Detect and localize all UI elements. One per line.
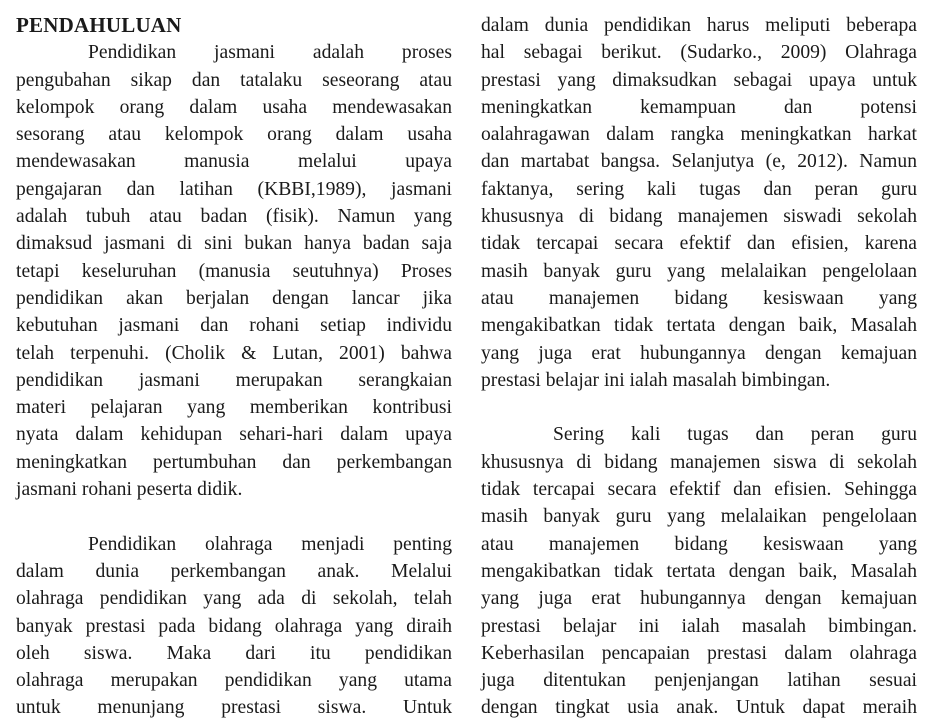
text-line: meningkatkan kemampuan dan potensi [481,96,917,118]
text-line: sesorang atau kelompok orang dalam usaha [16,124,452,146]
text-line: mendewasakan manusia melalui upaya [16,151,452,173]
text-line: pendidikan jasmani merupakan serangkaian [16,369,452,391]
paragraph-olahraga-prestasi [481,12,917,394]
text-line: Pendidikan jasmani adalah proses [88,42,452,64]
text-line: Sering kali tugas dan peran guru [553,424,917,446]
text-line: mengakibatkan tidak tertata dengan baik, Masalah [481,560,917,582]
text-line: tidak tercapai secara efektif dan efisien. Sehingga [481,479,917,501]
text-line: faktanya, sering kali tugas dan peran guru [481,178,917,200]
text-line: tetapi keseluruhan (manusia seutuhnya) Proses [16,260,452,282]
text-line: oalahragawan dalam rangka meningkatkan harkat [481,124,917,146]
text-line: meningkatkan pertumbuhan dan perkembangan [16,451,452,473]
text-line: atau manajemen bidang kesiswaan yang [481,533,917,555]
text-line: prestasi yang dimaksudkan sebagai upaya untuk [481,69,917,91]
text-line: jasmani rohani peserta didik. [16,479,243,501]
section-heading: PENDAHULUAN [16,13,182,37]
text-line: pengubahan sikap dan tatalaku seseorang atau [16,69,452,91]
paragraph-gap [16,503,452,530]
paragraph-pendidikan-olahraga [16,531,452,722]
text-line: materi pelajaran yang memberikan kontribusi [16,397,452,419]
text-line: pendidikan akan berjalan dengan lancar jika [16,287,452,309]
text-line: adalah tubuh atau badan (fisik). Namun yang [16,206,452,228]
text-line: masih banyak guru yang melalaikan pengelolaan [481,260,917,282]
text-line: khususnya di bidang manajemen siswa di sekolah [481,451,917,473]
text-line: yang juga erat hubungannya dengan kemajuan [481,342,917,364]
text-line: tidak tercapai secara efektif dan efisien, karena [481,233,917,255]
text-line: masih banyak guru yang melalaikan pengelolaan [481,506,917,528]
right-column [481,12,917,722]
text-line: yang juga erat hubungannya dengan kemajuan [481,588,917,610]
text-line: Keberhasilan pencapaian prestasi dalam olahraga [481,642,917,664]
text-line: banyak prestasi pada bidang olahraga yang diraih [16,615,452,637]
text-line: khususnya di bidang manajemen siswadi sekolah [481,206,917,228]
text-line: juga ditentukan penjenjangan latihan sesuai [481,670,917,692]
text-line: atau manajemen bidang kesiswaan yang [481,287,917,309]
paragraph-pendidikan-jasmani [16,39,452,503]
text-line: mengakibatkan tidak tertata dengan baik, Masalah [481,315,917,337]
text-line: Pendidikan olahraga menjadi penting [88,533,452,555]
text-line: olahraga pendidikan yang ada di sekolah, telah [16,588,452,610]
text-line: dimaksud jasmani di sini bukan hanya badan saja [16,233,452,255]
text-line: dan martabat bangsa. Selanjutya (e, 2012). Namun [481,151,917,173]
text-line: dalam dunia perkembangan anak. Melalui [16,560,452,582]
text-line: untuk menunjang prestasi siswa. Untuk [16,697,452,719]
text-line: nyata dalam kehidupan sehari-hari dalam upaya [16,424,452,446]
text-line: olahraga merupakan pendidikan yang utama [16,670,452,692]
text-line: dengan tingkat usia anak. Untuk dapat meraih [481,697,917,719]
text-line: kelompok orang dalam usaha mendewasakan [16,96,452,118]
text-line: telah terpenuhi. (Cholik & Lutan, 2001) bahwa [16,342,452,364]
text-line: dalam dunia pendidikan harus meliputi beberapa [481,15,917,36]
text-line: prestasi belajar ini ialah masalah bimbingan. [481,615,917,637]
text-line: hal sebagai berikut. (Sudarko., 2009) Olahraga [481,42,917,64]
left-column [16,12,452,722]
text-line: pengajaran dan latihan (KBBI,1989), jasmani [16,178,452,200]
paragraph-gap [481,394,917,421]
paragraph-peran-guru [481,421,917,721]
text-line: oleh siswa. Maka dari itu pendidikan [16,642,452,664]
text-line: prestasi belajar ini ialah masalah bimbingan. [481,369,831,391]
text-line: kebutuhan jasmani dan rohani setiap individu [16,315,452,337]
